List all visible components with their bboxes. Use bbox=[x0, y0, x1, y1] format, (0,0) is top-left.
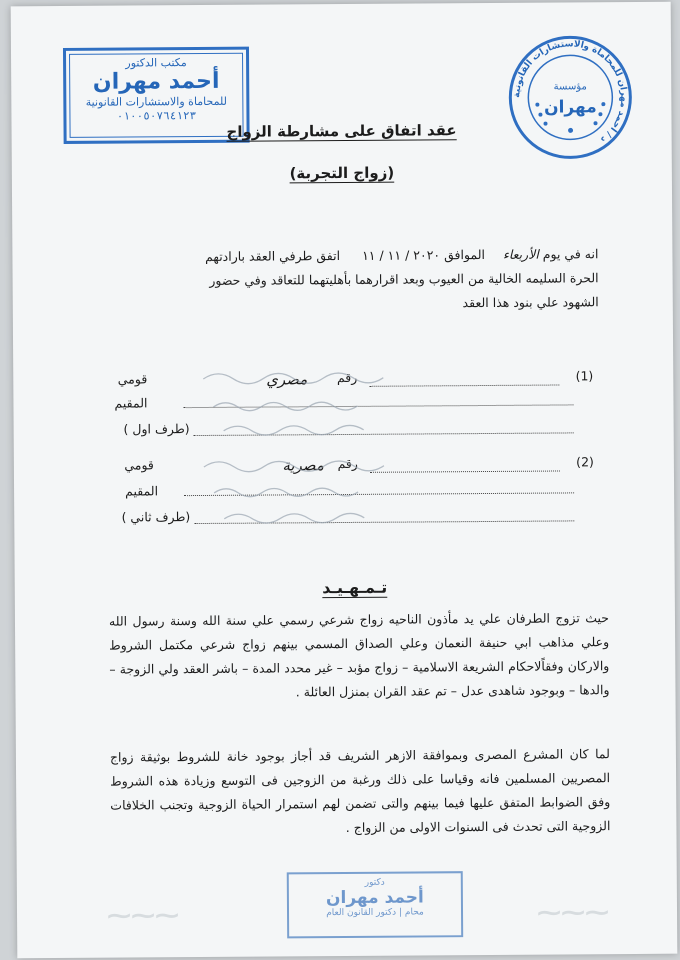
party1-role: (طرف اول ) bbox=[123, 421, 190, 437]
party2-national-label: قومي bbox=[124, 457, 154, 473]
intro-day-label: انه في يوم bbox=[542, 246, 599, 262]
bottom-stamp-line3: محام | دكتور القانون العام bbox=[326, 907, 424, 919]
party2-nationality: مصرية bbox=[282, 456, 324, 475]
intro-date-label: الموافق bbox=[444, 247, 485, 263]
seal-center-top: مؤسسة bbox=[553, 81, 587, 93]
party1-nationality: مصري bbox=[266, 370, 308, 389]
intro-line-2: الحرة السليمه الخالية من العيوب وبعد اقرارهما بأهليتهما للتعاقد وفي حضور bbox=[209, 270, 599, 288]
party1-number: (1) bbox=[575, 368, 594, 384]
preamble-paragraph-2: لما كان المشرع المصرى وبموافقة الازهر الشريف قد أجاز بوجود خانة للشروط بوثيقة زواج المصريين المسلمين فانه وقياسا على ذلك ورغبة من الزوجين فى التوسع وزيادة هذه الشروط وفق الضوابط المتفق عليها فيما بينهم والتى تضمن لهم استمرار الحياة الزوجية وتجنب الخلافات الزوجية التى تحدث فى السنوات الاولى من الزواج . bbox=[109, 746, 611, 835]
bottom-stamp-line1: دكتور bbox=[364, 877, 385, 888]
party2-id-label: رقم bbox=[337, 455, 358, 472]
bottom-stamp-name: أحمد مهران bbox=[325, 887, 424, 909]
document-page bbox=[11, 2, 678, 959]
intro-rest: اتفق طرفي العقد بارادتهم bbox=[205, 248, 341, 264]
party2-number: (2) bbox=[576, 454, 594, 470]
preamble-heading: تـمـهـيـد bbox=[322, 577, 388, 598]
bleed-through-mark-left: ⁓⁓⁓ bbox=[106, 901, 180, 930]
stamp-office-line3: للمحاماة والاستشارات القانونية bbox=[85, 94, 228, 109]
round-seal-graphic bbox=[507, 34, 634, 161]
intro-line-3: الشهود علي بنود هذا العقد bbox=[462, 294, 599, 311]
round-seal bbox=[507, 34, 634, 161]
stamp-office-phone: ٠١٠٠٥٠٧٦٤١٢٣ bbox=[116, 109, 197, 123]
seal-center-name: مهران bbox=[543, 97, 597, 118]
intro-day-value: الأربعاء bbox=[502, 246, 539, 262]
party2-role: (طرف ثاني ) bbox=[121, 509, 191, 525]
intro-date-value: ٢٠٢٠ / ١١ / ١١ bbox=[361, 247, 441, 263]
party1-residence-label: المقيم bbox=[114, 395, 148, 411]
preamble-paragraph-1: حيث تزوج الطرفان علي يد مأذون الناحيه زواج شرعي رسمي علي سنة الله وسنة رسول الله وعلي مذاهب ابي حنيفة النعمان وعلي الصداق المسمي بينهم زواج شرعي مكتمل الشروط والاركان وفقاًلاحكام الشريعة الاسلامية – زواج مؤبد – غير محدد المدة – باشر العقد ولي الزوجة – والدها – وبوجود شاهدى عدل – تم عقد القران بمنزل العائلة . bbox=[108, 610, 610, 700]
intro-line-1 bbox=[108, 242, 598, 269]
bleed-through-mark-right: ⁓⁓⁓ bbox=[536, 898, 610, 927]
party1-national-label: قومي bbox=[117, 371, 148, 387]
bottom-stamp bbox=[287, 871, 463, 938]
party1-id-label: رقم bbox=[336, 369, 358, 386]
seal-ring-text: د / أحمد مهران للمحاماة والاستشارات القانونية bbox=[512, 39, 629, 145]
party2-residence-label: المقيم bbox=[125, 483, 159, 499]
stamp-office-name: أحمد مهران bbox=[92, 68, 220, 95]
intro-paragraph bbox=[108, 242, 598, 317]
redaction-scribbles bbox=[193, 363, 434, 535]
stamp-office-line1: مكتب الدكتور bbox=[125, 56, 187, 70]
contract-subtitle: (زواج التجربة) bbox=[289, 163, 395, 183]
contract-title: عقد اتفاق على مشارطة الزواج bbox=[226, 121, 457, 141]
